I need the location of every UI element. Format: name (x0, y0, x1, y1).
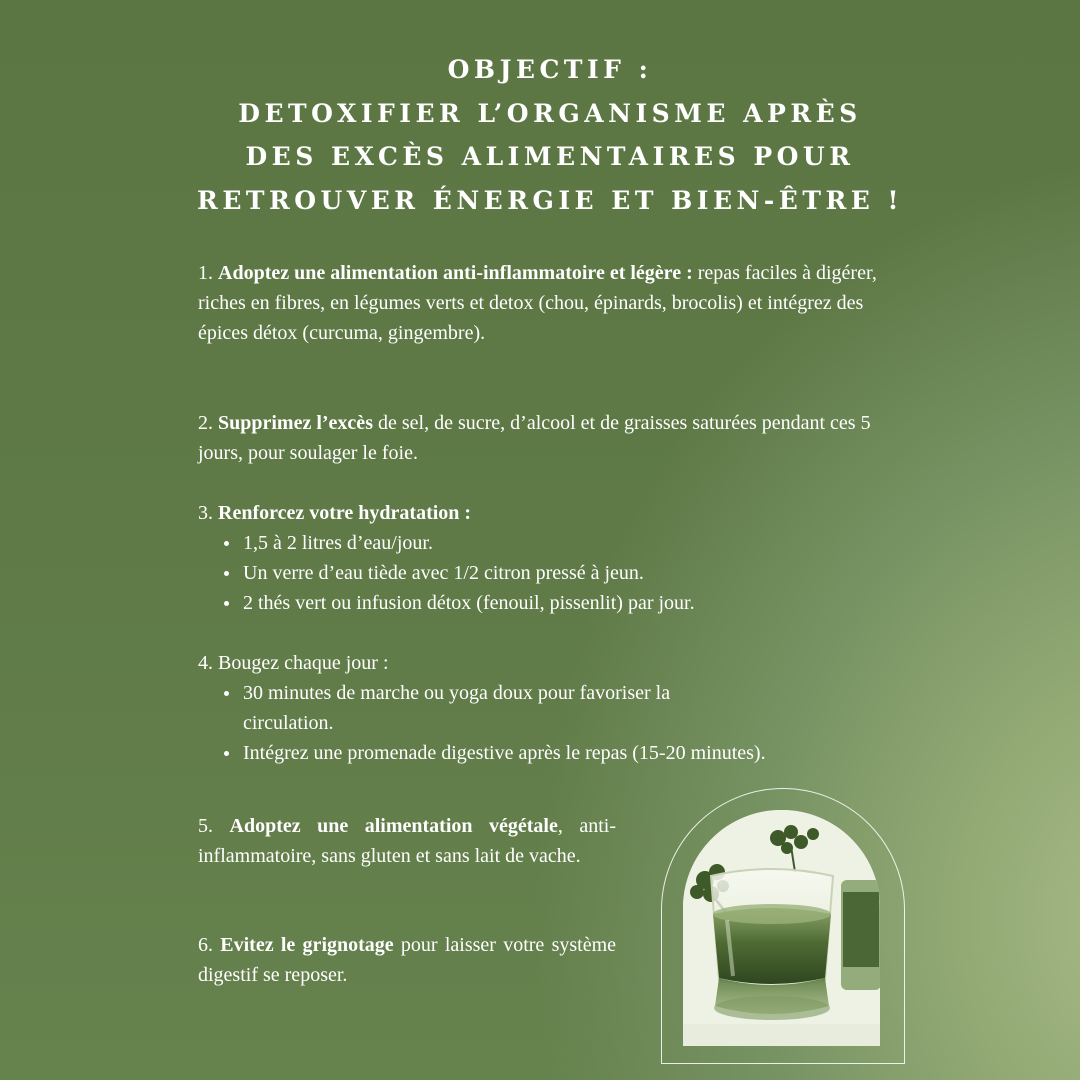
list-item: 2 thés vert ou infusion détox (fenouil, pissenlit) par jour. (243, 588, 888, 618)
tip-5 (198, 811, 616, 871)
title-line-3: DES EXCÈS ALIMENTAIRES POUR (245, 142, 855, 171)
tip-5-number: 5. (198, 815, 230, 837)
tip-4-heading: 4. Bougez chaque jour : (198, 652, 389, 674)
tip-3-heading: Renforcez votre hydratation : (218, 502, 472, 524)
list-item: Intégrez une promenade digestive après le repas (15-20 minutes). (243, 738, 888, 768)
title-line-4: RETROUVER ÉNERGIE ET BIEN-ÊTRE ! (197, 185, 903, 215)
tip-2-number: 2. (198, 412, 218, 434)
tip-5-text: , anti-inflammatoire, sans gluten et sans lait de vache. (198, 815, 616, 867)
tip-3-list (198, 528, 888, 618)
tip-4-list (198, 678, 888, 768)
list-item: 1,5 à 2 litres d’eau/jour. (243, 528, 888, 558)
tip-2 (198, 408, 888, 468)
tip-1 (198, 258, 888, 348)
tip-1-number: 1. (198, 262, 218, 284)
tip-1-text: repas faciles à digérer, riches en fibres, en légumes verts et detox (chou, épinards, brocolis) et intégrez des épices détox (curcuma, gingembre). (198, 262, 877, 344)
tip-2-paragraph (198, 408, 888, 468)
tip-5-heading: Adoptez une alimentation végétale (229, 815, 558, 837)
tip-2-text: de sel, de sucre, d’alcool et de graisses saturées pendant ces 5 jours, pour soulager le foie. (198, 412, 871, 464)
tip-1-paragraph (198, 258, 888, 348)
green-juice-glass-photo (683, 810, 880, 1046)
tip-6 (198, 930, 616, 990)
title-line-1: OBJECTIF : (447, 55, 653, 84)
tip-2-heading: Supprimez l’excès (218, 412, 373, 434)
tip-6-number: 6. (198, 934, 221, 956)
title-line-2: DETOXIFIER L’ORGANISME APRÈS (238, 98, 862, 128)
tip-3 (198, 498, 888, 618)
tip-3-number: 3. (198, 502, 218, 524)
page-title (120, 48, 980, 222)
tip-1-heading: Adoptez une alimentation anti-inflammatoire et légère : (218, 262, 693, 284)
tip-3-paragraph (198, 498, 888, 528)
tip-6-text: pour laisser votre système digestif se reposer. (198, 934, 617, 986)
list-item: Un verre d’eau tiède avec 1/2 citron pressé à jeun. (243, 558, 888, 588)
tip-6-heading: Evitez le grignotage (220, 934, 394, 956)
tip-4 (198, 648, 888, 768)
list-item: 30 minutes de marche ou yoga doux pour favoriser la circulation. (243, 678, 763, 738)
